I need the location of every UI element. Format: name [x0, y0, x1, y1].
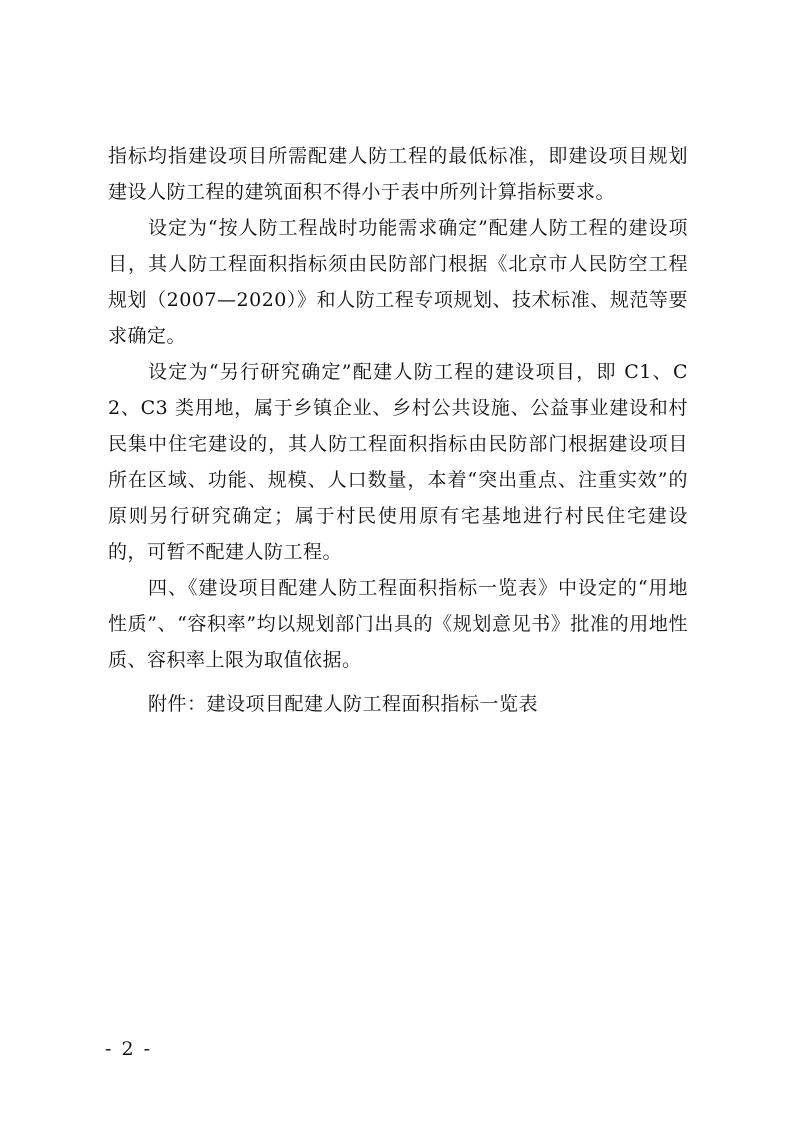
paragraph-section-four: 四、《建设项目配建人防工程面积指标一览表》中设定的“用地性质”、“容积率”均以规划部门出具的《规划意见书》批准的用地性质、容积率上限为取值依据。 [108, 577, 688, 671]
document-body [108, 138, 688, 678]
paragraph-separate-study: 设定为“另行研究确定”配建人防工程的建设项目，即 C1、C2、C3 类用地，属于乡镇企业、乡村公共设施、公益事业建设和村民集中住宅建设的，其人防工程面积指标由民防部门根据建设项目所在区域、功能、规模、人口数量，本着“突出重点、注重实效”的原则另行研究确定；属于村民使用原有宅基地进行村民住宅建设的，可暂不配建人防工程。 [108, 361, 688, 563]
paragraph-continuation: 指标均指建设项目所需配建人防工程的最低标准，即建设项目规划建设人防工程的建筑面积不得小于表中所列计算指标要求。 [108, 145, 688, 203]
paragraph-wartime-function: 设定为“按人防工程战时功能需求确定”配建人防工程的建设项目，其人防工程面积指标须由民防部门根据《北京市人民防空工程规划（2007—2020）》和人防工程专项规划、技术标准、规范等要求确定。 [108, 217, 688, 347]
attachment-note: 附件：建设项目配建人防工程面积指标一览表 [148, 693, 539, 715]
page-number: - 2 - [105, 1038, 153, 1060]
